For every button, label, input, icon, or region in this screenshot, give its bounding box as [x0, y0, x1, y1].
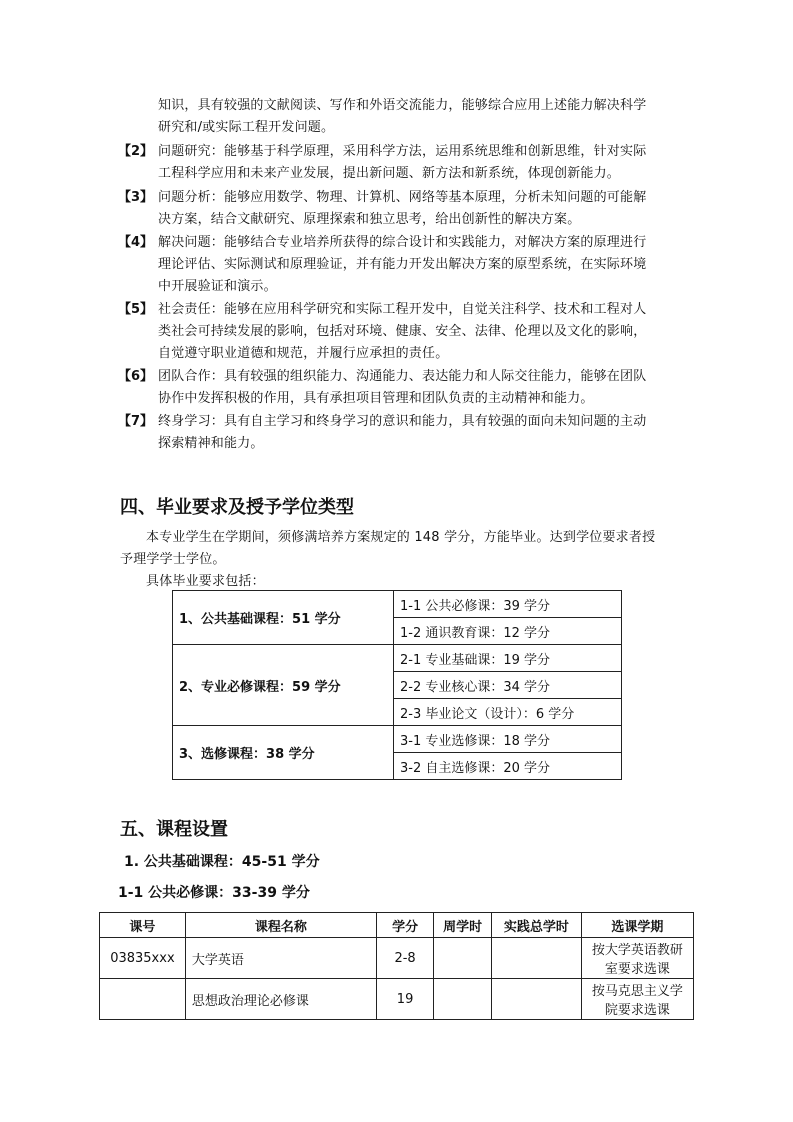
- table-row: [173, 726, 622, 753]
- course-name: 大学英语: [185, 938, 376, 979]
- intro-line-2: 研究和/或实际工程开发问题。: [158, 120, 335, 135]
- item-6-line-2: 协作中发挥积极的作用，具有承担项目管理和团队负责的主动精神和能力。: [158, 391, 594, 406]
- item-tag-5: 【5】: [118, 302, 154, 317]
- course-table: [99, 912, 694, 1020]
- subsection-1-1-title: 1-1 公共必修课：33-39 学分: [118, 885, 310, 901]
- course-term-line-1: 按大学英语教研: [591, 943, 683, 958]
- req-item-3-1: 3-1 专业选修课：18 学分: [394, 726, 622, 753]
- course-term: [581, 938, 693, 979]
- item-tag-3: 【3】: [118, 190, 154, 205]
- item-tag-6: 【6】: [118, 369, 154, 384]
- section-4-list-intro: 具体毕业要求包括：: [146, 574, 265, 589]
- course-term-line-2: 室要求选课: [604, 962, 670, 977]
- item-tag-2: 【2】: [118, 144, 154, 159]
- col-header-weekly-hours: 周学时: [434, 913, 492, 938]
- item-2-line-1: 问题研究：能够基于科学原理，采用科学方法，运用系统思维和创新思维，针对实际: [158, 144, 647, 159]
- req-group-1: 1、公共基础课程：51 学分: [173, 591, 394, 645]
- col-header-name: 课程名称: [185, 913, 376, 938]
- item-6-line-1: 团队合作：具有较强的组织能力、沟通能力、表达能力和人际交往能力，能够在团队: [158, 369, 647, 384]
- item-7-line-2: 探索精神和能力。: [158, 436, 264, 451]
- item-5-line-1: 社会责任：能够在应用科学研究和实际工程开发中，自觉关注科学、技术和工程对人: [158, 302, 647, 317]
- item-4-line-3: 中开展验证和演示。: [158, 279, 277, 294]
- table-row: [100, 938, 694, 979]
- item-3-line-2: 决方案，结合文献研究、原理探索和独立思考，给出创新性的解决方案。: [158, 212, 581, 227]
- item-4-line-1: 解决问题：能够结合专业培养所获得的综合设计和实践能力，对解决方案的原理进行: [158, 235, 647, 250]
- table-row: [173, 645, 622, 672]
- course-code: 03835xxx: [100, 938, 186, 979]
- item-tag-4: 【4】: [118, 235, 154, 250]
- item-5-line-2: 类社会可持续发展的影响，包括对环境、健康、安全、法律、伦理以及文化的影响，: [158, 324, 647, 339]
- section-5-title: 五、课程设置: [120, 819, 228, 840]
- item-tag-7: 【7】: [118, 414, 154, 429]
- item-3-line-1: 问题分析：能够应用数学、物理、计算机、网络等基本原理，分析未知问题的可能解: [158, 190, 647, 205]
- req-item-1-2: 1-2 通识教育课：12 学分: [394, 618, 622, 645]
- section-4-para-line-2: 予理学学士学位。: [120, 552, 226, 567]
- item-4-line-2: 理论评估、实际测试和原理验证，并有能力开发出解决方案的原型系统，在实际环境: [158, 257, 647, 272]
- req-item-2-1: 2-1 专业基础课：19 学分: [394, 645, 622, 672]
- table-row: [100, 979, 694, 1020]
- req-group-2: 2、专业必修课程：59 学分: [173, 645, 394, 726]
- section-4-para-line-1: 本专业学生在学期间，须修满培养方案规定的 148 学分，方能毕业。达到学位要求者授: [146, 530, 656, 545]
- req-item-1-1: 1-1 公共必修课：39 学分: [394, 591, 622, 618]
- course-term-line-1: 按马克思主义学: [591, 984, 683, 999]
- table-row: [173, 591, 622, 618]
- item-7-line-1: 终身学习：具有自主学习和终身学习的意识和能力，具有较强的面向未知问题的主动: [158, 414, 647, 429]
- course-credits: 19: [376, 979, 434, 1020]
- course-term: [581, 979, 693, 1020]
- item-2-line-2: 工程科学应用和未来产业发展，提出新问题、新方法和新系统，体现创新能力。: [158, 166, 621, 181]
- requirements-table: [172, 590, 622, 780]
- col-header-code: 课号: [100, 913, 186, 938]
- req-item-3-2: 3-2 自主选修课：20 学分: [394, 753, 622, 780]
- req-item-2-3: 2-3 毕业论文（设计）：6 学分: [394, 699, 622, 726]
- intro-line-1: 知识，具有较强的文献阅读、写作和外语交流能力，能够综合应用上述能力解决科学: [158, 98, 647, 113]
- course-code: [100, 979, 186, 1020]
- course-credits: 2-8: [376, 938, 434, 979]
- col-header-term: 选课学期: [581, 913, 693, 938]
- col-header-credits: 学分: [376, 913, 434, 938]
- course-weekly-hours: [434, 979, 492, 1020]
- req-group-3: 3、选修课程：38 学分: [173, 726, 394, 780]
- course-practice-hours: [491, 938, 581, 979]
- course-weekly-hours: [434, 938, 492, 979]
- section-4-title: 四、毕业要求及授予学位类型: [120, 497, 354, 518]
- course-name: 思想政治理论必修课: [185, 979, 376, 1020]
- req-item-2-2: 2-2 专业核心课：34 学分: [394, 672, 622, 699]
- subsection-1-title: 1. 公共基础课程：45-51 学分: [124, 854, 320, 870]
- course-term-line-2: 院要求选课: [604, 1003, 670, 1018]
- course-practice-hours: [491, 979, 581, 1020]
- item-5-line-3: 自觉遵守职业道德和规范，并履行应承担的责任。: [158, 346, 449, 361]
- col-header-practice-hours: 实践总学时: [491, 913, 581, 938]
- table-header-row: [100, 913, 694, 938]
